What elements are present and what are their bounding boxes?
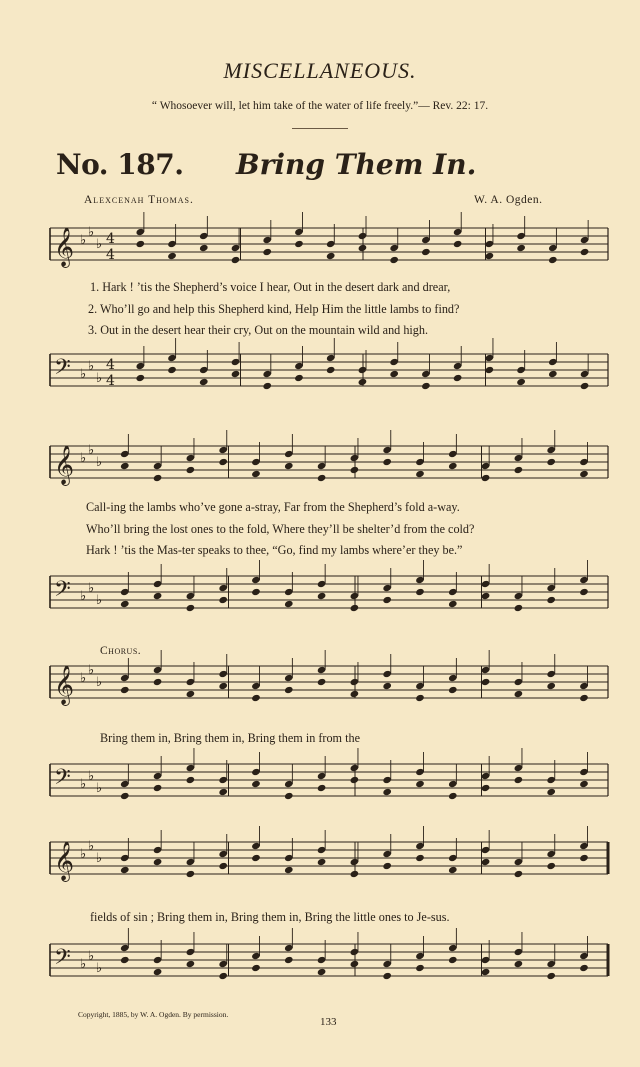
flat-icon: ♭ <box>80 451 87 466</box>
flat-icon: ♭ <box>96 237 103 252</box>
flat-icon: ♭ <box>96 455 103 470</box>
note <box>120 792 130 800</box>
note <box>580 382 590 390</box>
chorus-line-1: Bring them in, Bring them in, Bring them in from the <box>100 731 360 745</box>
treble-clef-icon: 𝄞 <box>54 665 75 705</box>
note <box>317 592 327 600</box>
flat-icon: ♭ <box>80 671 87 686</box>
flat-icon: ♭ <box>88 581 95 596</box>
note <box>415 854 425 862</box>
note <box>153 678 163 686</box>
note <box>579 470 589 478</box>
note <box>251 780 261 788</box>
note <box>382 862 392 870</box>
note <box>186 870 196 878</box>
note <box>186 466 196 474</box>
note <box>579 694 589 702</box>
note <box>284 600 294 608</box>
note <box>448 462 458 470</box>
flat-icon: ♭ <box>88 359 95 374</box>
note <box>546 788 556 796</box>
bass-clef-icon: 𝄢 <box>54 577 71 607</box>
note <box>481 678 491 686</box>
note <box>186 604 196 612</box>
note <box>350 466 360 474</box>
note <box>448 792 458 800</box>
flat-icon: ♭ <box>80 777 87 792</box>
note <box>580 248 590 256</box>
note <box>251 694 261 702</box>
hymn-title: Bring Them In. <box>236 148 477 181</box>
note <box>186 960 196 968</box>
flat-icon: ♭ <box>80 367 87 382</box>
note <box>135 240 145 248</box>
flat-icon: ♭ <box>96 961 103 976</box>
note <box>199 244 209 252</box>
note <box>317 968 327 976</box>
note <box>262 248 272 256</box>
epigraph: “ Whosoever will, let him take of the water of life freely.”— Rev. 22: 17. <box>151 100 489 112</box>
author: Alexcenah Thomas. <box>84 194 194 206</box>
time-signature: 4 <box>106 357 115 373</box>
note <box>415 694 425 702</box>
flat-icon: ♭ <box>96 593 103 608</box>
note <box>153 784 163 792</box>
note <box>448 600 458 608</box>
flat-icon: ♭ <box>88 663 95 678</box>
flat-icon: ♭ <box>88 949 95 964</box>
note <box>294 374 304 382</box>
note <box>382 972 392 980</box>
note <box>514 776 524 784</box>
note <box>251 470 261 478</box>
note <box>481 858 491 866</box>
note <box>389 256 399 264</box>
section-title: MISCELLANEOUS. <box>223 58 417 83</box>
note <box>514 870 524 878</box>
note <box>579 854 589 862</box>
note <box>514 604 524 612</box>
note <box>421 248 431 256</box>
note <box>421 382 431 390</box>
note <box>120 600 130 608</box>
note <box>453 374 463 382</box>
note <box>350 690 360 698</box>
hymn-number: No. 187. <box>56 148 184 181</box>
flat-icon: ♭ <box>88 839 95 854</box>
note <box>481 784 491 792</box>
note <box>231 256 241 264</box>
note <box>218 788 228 796</box>
note <box>218 972 228 980</box>
verse-1-line-2: Call-ing the lambs who’ve gone a-stray, Far from the Shepherd’s fold a-way. <box>86 500 460 514</box>
note <box>153 968 163 976</box>
bass-clef-icon: 𝄢 <box>54 355 71 385</box>
flat-icon: ♭ <box>96 371 103 386</box>
note <box>415 780 425 788</box>
note <box>284 462 294 470</box>
note <box>481 474 491 482</box>
note <box>186 690 196 698</box>
note <box>326 366 336 374</box>
note <box>548 370 558 378</box>
note <box>448 866 458 874</box>
note <box>514 466 524 474</box>
note <box>389 370 399 378</box>
note <box>350 960 360 968</box>
note <box>199 378 209 386</box>
note <box>284 686 294 694</box>
note <box>579 588 589 596</box>
flat-icon: ♭ <box>80 847 87 862</box>
note <box>167 366 177 374</box>
note <box>415 470 425 478</box>
treble-clef-icon: 𝄞 <box>54 841 75 881</box>
note <box>350 604 360 612</box>
note <box>415 588 425 596</box>
bass-clef-icon: 𝄢 <box>54 765 71 795</box>
note <box>453 240 463 248</box>
time-signature: 4 <box>106 373 115 389</box>
note <box>382 458 392 466</box>
note <box>153 592 163 600</box>
note <box>120 956 130 964</box>
verse-2-line-2: Who’ll bring the lost ones to the fold, Where they’ll be shelter’d from the cold? <box>86 522 475 536</box>
note <box>251 588 261 596</box>
note <box>317 784 327 792</box>
note <box>546 596 556 604</box>
note <box>326 252 336 260</box>
verse-2-line-1: 2. Who’ll go and help this Shepherd kind, Help Him the little lambs to find? <box>88 302 460 316</box>
verse-3-line-2: Hark ! ’tis the Mas-ter speaks to thee, “Go, find my lambs where’er they be.” <box>86 543 463 557</box>
note <box>317 678 327 686</box>
flat-icon: ♭ <box>88 443 95 458</box>
copyright: Copyright, 1885, by W. A. Ogden. By permission. <box>78 1010 229 1019</box>
note <box>218 862 228 870</box>
note <box>448 956 458 964</box>
note <box>546 682 556 690</box>
page-number: 133 <box>320 1016 337 1028</box>
note <box>294 240 304 248</box>
note <box>579 780 589 788</box>
note <box>546 972 556 980</box>
note <box>516 378 526 386</box>
note <box>186 776 196 784</box>
bass-clef-icon: 𝄢 <box>54 945 71 975</box>
note <box>546 862 556 870</box>
note <box>358 244 368 252</box>
note <box>382 682 392 690</box>
note <box>481 592 491 600</box>
note <box>317 858 327 866</box>
note <box>579 964 589 972</box>
note <box>218 682 228 690</box>
note <box>548 256 558 264</box>
flat-icon: ♭ <box>88 225 95 240</box>
note <box>153 474 163 482</box>
time-signature: 4 <box>106 231 115 247</box>
flat-icon: ♭ <box>96 675 103 690</box>
note <box>382 788 392 796</box>
flat-icon: ♭ <box>96 851 103 866</box>
treble-clef-icon: 𝄞 <box>54 445 75 485</box>
time-signature: 4 <box>106 247 115 263</box>
note <box>218 596 228 604</box>
note <box>516 244 526 252</box>
note <box>415 964 425 972</box>
flat-icon: ♭ <box>88 769 95 784</box>
note <box>546 458 556 466</box>
treble-clef-icon: 𝄞 <box>54 227 75 267</box>
note <box>350 870 360 878</box>
note <box>231 370 241 378</box>
note <box>120 462 130 470</box>
composer: W. A. Ogden. <box>474 194 543 206</box>
flat-icon: ♭ <box>80 589 87 604</box>
note <box>135 374 145 382</box>
note <box>514 690 524 698</box>
note <box>120 686 130 694</box>
note <box>284 792 294 800</box>
note <box>153 858 163 866</box>
note <box>284 866 294 874</box>
note <box>481 968 491 976</box>
note <box>514 960 524 968</box>
chorus-label: Chorus. <box>100 645 142 657</box>
verse-3-line-1: 3. Out in the desert hear their cry, Out on the mountain wild and high. <box>88 323 429 337</box>
flat-icon: ♭ <box>80 957 87 972</box>
note <box>358 378 368 386</box>
note <box>382 596 392 604</box>
note <box>167 252 177 260</box>
chorus-line-2: fields of sin ; Bring them in, Bring them in, Bring the little ones to Je-sus. <box>90 910 450 924</box>
note <box>284 956 294 964</box>
note <box>218 458 228 466</box>
note <box>448 686 458 694</box>
flat-icon: ♭ <box>96 781 103 796</box>
note <box>120 866 130 874</box>
note <box>317 474 327 482</box>
verse-1-line-1: 1. Hark ! ’tis the Shepherd’s voice I hear, Out in the desert dark and drear, <box>90 280 451 294</box>
note <box>251 964 261 972</box>
note <box>350 776 360 784</box>
note <box>251 854 261 862</box>
note <box>262 382 272 390</box>
flat-icon: ♭ <box>80 233 87 248</box>
